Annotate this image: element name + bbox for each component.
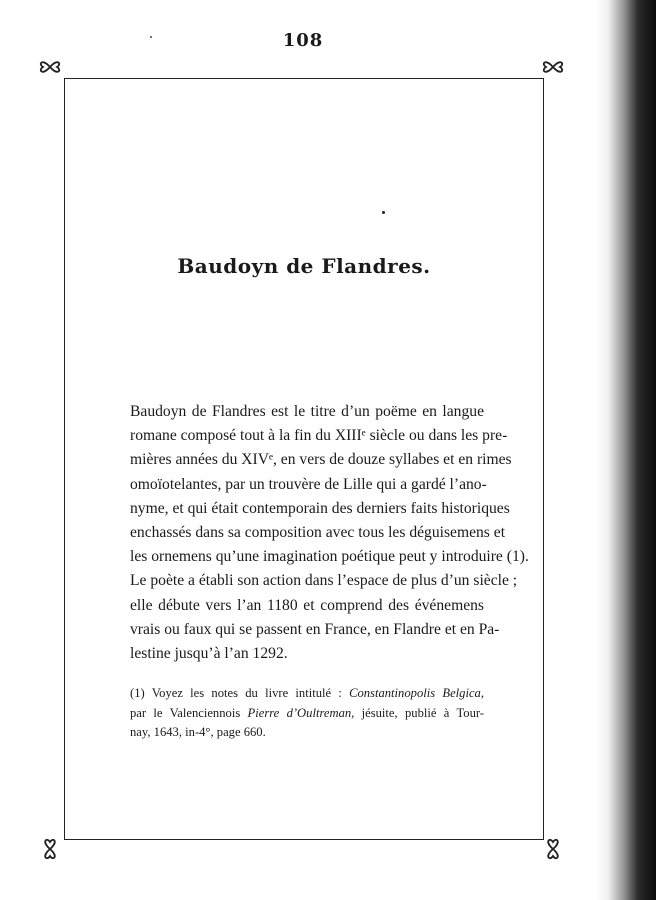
footnote-text: (1) Voyez les notes du livre intitulé : — [130, 686, 350, 700]
body-line: omoïotelantes, par un trouvère de Lille qui a gardé l’ano- — [130, 475, 487, 493]
footnote-line — [130, 684, 484, 704]
body-line: elle débute vers l’an 1180 et comprend des événemens — [130, 596, 484, 614]
body-line: enchassés dans sa composition avec tous les déguisemens et — [130, 524, 506, 542]
body-line: nyme, et qui était contemporain des derniers faits historiques — [130, 499, 510, 517]
corner-ornament-icon — [540, 54, 566, 80]
ink-speck — [382, 211, 385, 214]
book-spine-shadow — [596, 0, 656, 900]
corner-ornament-icon — [37, 54, 63, 80]
footnote — [130, 684, 484, 743]
body-paragraph — [130, 400, 529, 666]
ink-speck — [150, 36, 152, 38]
footnote-line: nay, 1643, in-4°, page 660. — [130, 725, 266, 739]
body-line: lestine jusqu’à l’an 1292. — [130, 645, 288, 663]
footnote-author-name: Pierre d’Oultreman — [247, 705, 352, 720]
chapter-title: Baudoyn de Flandres. — [177, 254, 431, 278]
body-line: Le poète a établi son action dans l’espace de plus d’un siècle ; — [130, 572, 518, 590]
footnote-text: , — [480, 686, 484, 700]
body-line: vrais ou faux qui se passent en France, en Flandre et en Pa- — [130, 620, 500, 638]
body-line: romane composé tout à la fin du XIIIᵉ siècle ou dans les pre- — [130, 427, 508, 445]
corner-ornament-icon — [37, 836, 63, 862]
body-line: mières années du XIVᵉ, en vers de douze syllabes et en rimes — [130, 451, 512, 469]
footnote-line — [130, 704, 484, 724]
body-line: les ornemens qu’une imagination poétique peut y introduire (1). — [130, 548, 529, 566]
footnote-text: par le Valenciennois — [130, 705, 248, 720]
footnote-text: , jésuite, publié à Tour- — [351, 705, 484, 720]
page-number: 108 — [282, 30, 324, 51]
footnote-book-title: Constantinopolis Belgica — [349, 686, 481, 700]
corner-ornament-icon — [540, 836, 566, 862]
body-line: Baudoyn de Flandres est le titre d’un poëme en langue — [130, 403, 484, 420]
